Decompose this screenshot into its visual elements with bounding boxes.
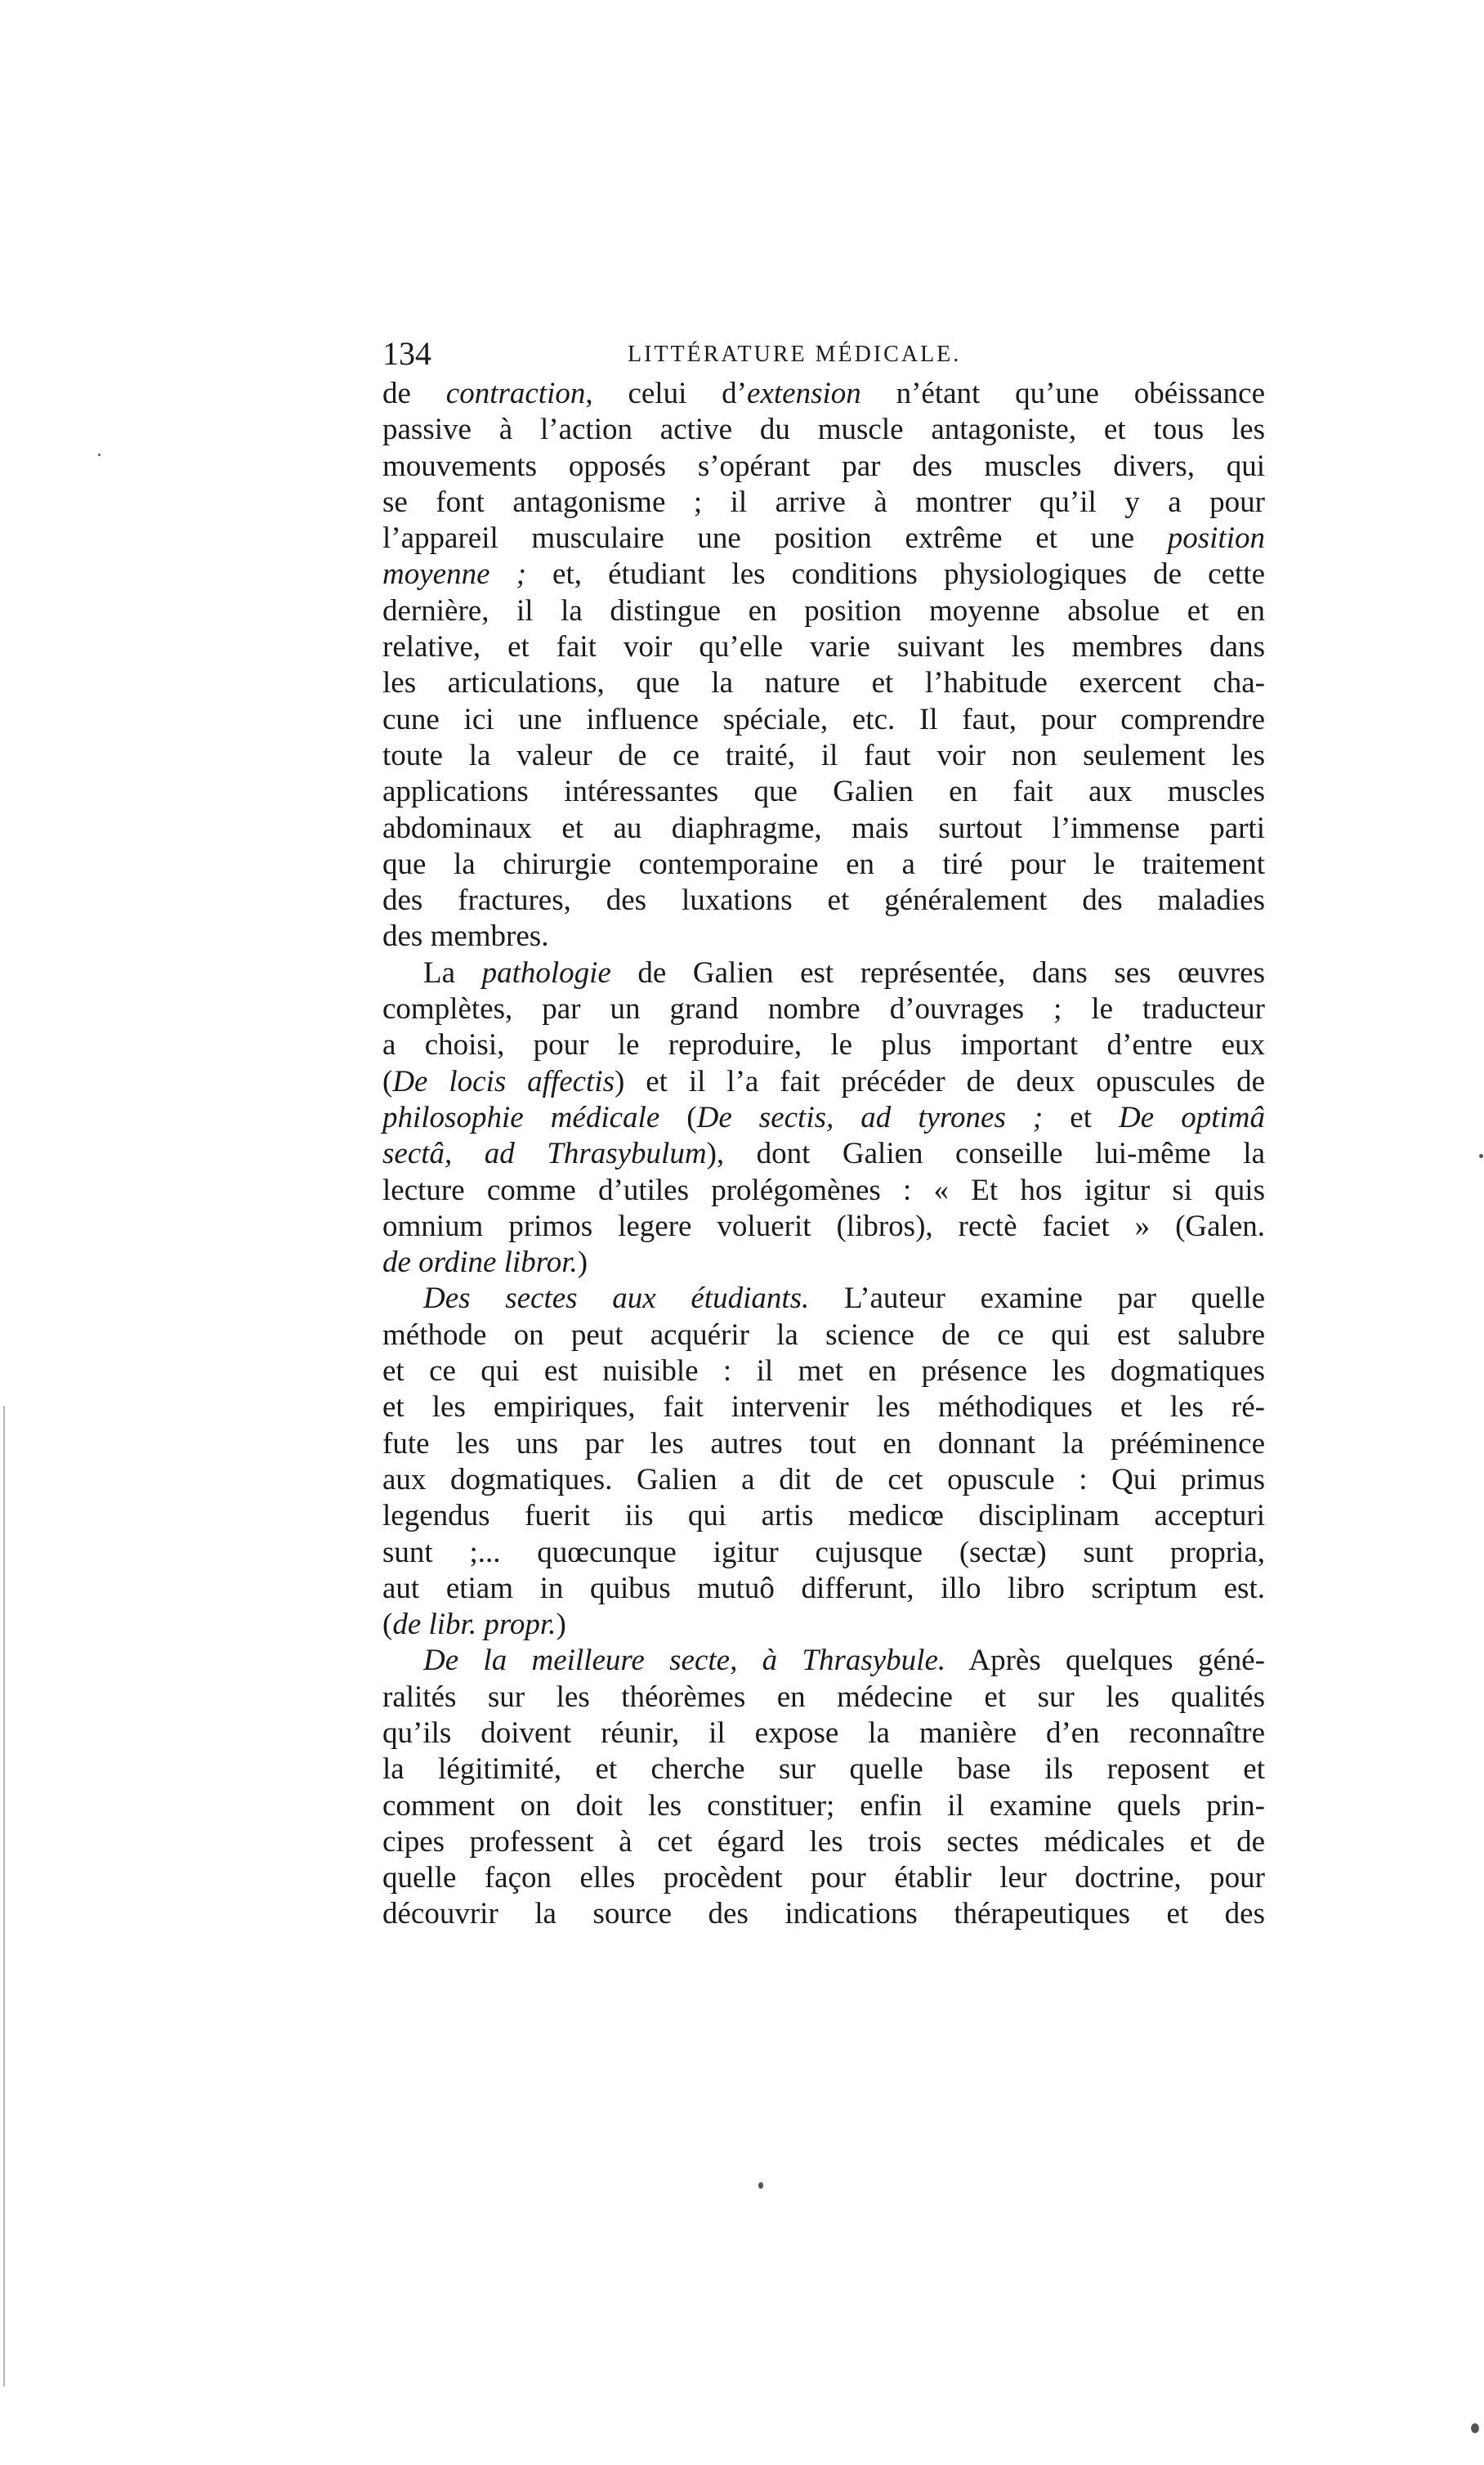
text-line xyxy=(382,1027,1265,1063)
text-line xyxy=(382,593,1265,629)
text-run: ( xyxy=(659,1100,697,1134)
text-run: dernière, il la distingue en position moyenne absolue et en xyxy=(382,593,1265,628)
italic-text: moyenne ; xyxy=(382,557,526,592)
running-title: LITTÉRATURE MÉDICALE. xyxy=(628,342,962,367)
text-run: aut etiam in quibus mutuô differunt, illo libro scriptum est. xyxy=(382,1571,1265,1605)
text-run: et, étudiant les conditions physiologiques de cette xyxy=(525,557,1265,592)
text-run: les articulations, que la nature et l’habitude exercent cha- xyxy=(382,666,1265,700)
text-line xyxy=(382,1860,1265,1896)
text-line xyxy=(382,1751,1265,1787)
text-run: ralités sur les théorèmes en médecine et sur les qualités xyxy=(382,1680,1265,1714)
text-run: et les empiriques, fait intervenir les méthodiques et les ré- xyxy=(382,1390,1265,1425)
text-line xyxy=(382,1353,1265,1389)
italic-text: De optimâ xyxy=(1119,1100,1265,1134)
text-line xyxy=(382,1281,1265,1317)
text-run: sunt ;... quœcunque igitur cujusque (sectæ) sunt propria, xyxy=(382,1535,1265,1569)
text-line xyxy=(382,1498,1265,1534)
italic-text: pathologie xyxy=(481,955,611,990)
text-run: , celui d’ xyxy=(585,377,748,410)
text-run: se font antagonisme ; il arrive à montrer qu’il y a pour xyxy=(382,485,1265,519)
text-run: et ce qui est nuisible : il met en présence les dogmatiques xyxy=(382,1354,1265,1389)
text-run: abdominaux et au diaphragme, mais surtout l’immense parti xyxy=(382,811,1265,845)
italic-text: contraction xyxy=(445,377,586,410)
text-run: complètes, par un grand nombre d’ouvrages ; le traducteur xyxy=(382,992,1265,1027)
ink-speck xyxy=(1479,1154,1483,1158)
text-run: ), dont Galien conseille lui-même la xyxy=(706,1137,1265,1171)
text-line xyxy=(382,1426,1265,1462)
text-run: lecture comme d’utiles prolégomènes : « Et hos igitur si quis xyxy=(382,1173,1265,1207)
text-line xyxy=(382,702,1265,738)
ink-speck xyxy=(1471,2423,1479,2433)
text-run: Après quelques géné- xyxy=(945,1644,1265,1678)
text-run: que la chirurgie contemporaine en a tiré pour le traitement xyxy=(382,847,1265,881)
text-run: de Galien est représentée, dans ses œuvres xyxy=(610,955,1265,990)
text-line xyxy=(382,919,1265,955)
text-run: ) xyxy=(556,1608,566,1642)
text-run: cune ici une influence spéciale, etc. Il faut, pour comprendre xyxy=(382,702,1265,736)
text-run: omnium primos legere voluerit (libros), rectè faciet » (Galen. xyxy=(382,1209,1265,1243)
text-run: la légitimité, et cherche sur quelle base ils reposent et xyxy=(382,1752,1265,1787)
text-run: La xyxy=(423,955,482,990)
text-line xyxy=(382,1136,1265,1172)
text-run: toute la valeur de ce traité, il faut voir non seulement les xyxy=(382,738,1265,772)
page-header xyxy=(382,333,1265,374)
text-run: n’étant qu’une obéissance xyxy=(860,377,1265,410)
text-run: applications intéressantes que Galien en fait aux muscles xyxy=(382,775,1265,809)
text-run: aux dogmatiques. Galien a dit de cet opuscule : Qui primus xyxy=(382,1462,1265,1496)
italic-text: Des sectes aux étudiants. xyxy=(423,1282,810,1316)
text-run: mouvements opposés s’opérant par des muscles divers, qui xyxy=(382,449,1265,483)
text-run: ( xyxy=(382,1608,393,1642)
body-text xyxy=(382,376,1265,1933)
text-line xyxy=(382,665,1265,701)
text-line xyxy=(382,1716,1265,1751)
text-line xyxy=(382,1064,1265,1100)
text-line xyxy=(382,449,1265,485)
text-line xyxy=(382,1824,1265,1860)
ink-speck xyxy=(758,2182,763,2189)
text-line xyxy=(382,774,1265,810)
text-line xyxy=(382,557,1265,593)
text-line xyxy=(382,847,1265,883)
ink-speck xyxy=(98,454,101,456)
italic-text: philosophie médicale xyxy=(382,1100,660,1134)
text-line xyxy=(382,1100,1265,1136)
text-run: legendus fuerit iis qui artis medicœ disciplinam accepturi xyxy=(382,1499,1265,1533)
text-run: et xyxy=(1043,1100,1120,1134)
text-run: méthode on peut acquérir la science de ce qui est salubre xyxy=(382,1318,1265,1352)
text-run: des membres. xyxy=(382,919,549,954)
text-line xyxy=(382,1571,1265,1607)
text-run: ) et il l’a fait précéder de deux opuscules de xyxy=(615,1064,1266,1098)
text-run: quelle façon elles procèdent pour établir leur doctrine, pour xyxy=(382,1861,1265,1895)
text-line xyxy=(382,991,1265,1027)
italic-text: position xyxy=(1167,521,1265,556)
text-run: passive à l’action active du muscle antagoniste, et tous les xyxy=(382,413,1265,447)
text-line xyxy=(382,1389,1265,1425)
text-run: L’auteur examine par quelle xyxy=(809,1282,1265,1316)
italic-text: extension xyxy=(747,377,861,410)
text-run: fute les uns par les autres tout en donnant la prééminence xyxy=(382,1426,1265,1461)
text-line xyxy=(382,1462,1265,1498)
text-run: des fractures, des luxations et généralement des maladies xyxy=(382,884,1265,918)
text-line xyxy=(382,376,1265,412)
text-line xyxy=(382,1318,1265,1353)
italic-text: De sectis, ad tyrones ; xyxy=(696,1100,1044,1134)
page-number: 134 xyxy=(382,335,431,372)
italic-text: sectâ, ad Thrasybulum xyxy=(382,1137,707,1171)
text-line xyxy=(382,629,1265,665)
text-run: ) xyxy=(577,1246,588,1280)
text-line xyxy=(382,1896,1265,1932)
text-run: relative, et fait voir qu’elle varie suivant les membres dans xyxy=(382,630,1265,664)
text-line xyxy=(382,1607,1265,1643)
text-line xyxy=(382,485,1265,521)
text-run: l’appareil musculaire une position extrême et une xyxy=(382,521,1168,556)
text-line xyxy=(382,521,1265,557)
text-run: de xyxy=(382,377,446,410)
italic-text: De locis affectis xyxy=(392,1064,615,1098)
text-line xyxy=(382,883,1265,919)
text-line xyxy=(382,1245,1265,1281)
text-run: qu’ils doivent réunir, il expose la manière d’en reconnaître xyxy=(382,1716,1265,1750)
text-run: découvrir la source des indications thérapeutiques et des xyxy=(382,1897,1265,1931)
text-run: comment on doit les constituer; enfin il examine quels prin- xyxy=(382,1788,1265,1823)
text-line xyxy=(382,1173,1265,1209)
text-line xyxy=(382,1643,1265,1679)
text-line xyxy=(382,412,1265,448)
italic-text: de libr. propr. xyxy=(392,1608,556,1642)
binding-edge-line xyxy=(3,1406,5,2387)
text-line xyxy=(382,1788,1265,1824)
text-line xyxy=(382,1535,1265,1571)
text-line xyxy=(382,738,1265,774)
text-run: ( xyxy=(382,1064,393,1098)
italic-text: De la meilleure secte, à Thrasybule. xyxy=(423,1644,946,1678)
text-line xyxy=(382,1680,1265,1716)
italic-text: de ordine libror. xyxy=(382,1246,578,1280)
text-run: a choisi, pour le reproduire, le plus important d’entre eux xyxy=(382,1028,1265,1062)
text-line xyxy=(382,1209,1265,1245)
text-line xyxy=(382,811,1265,847)
text-run: cipes professent à cet égard les trois sectes médicales et de xyxy=(382,1824,1265,1859)
text-line xyxy=(382,955,1265,991)
